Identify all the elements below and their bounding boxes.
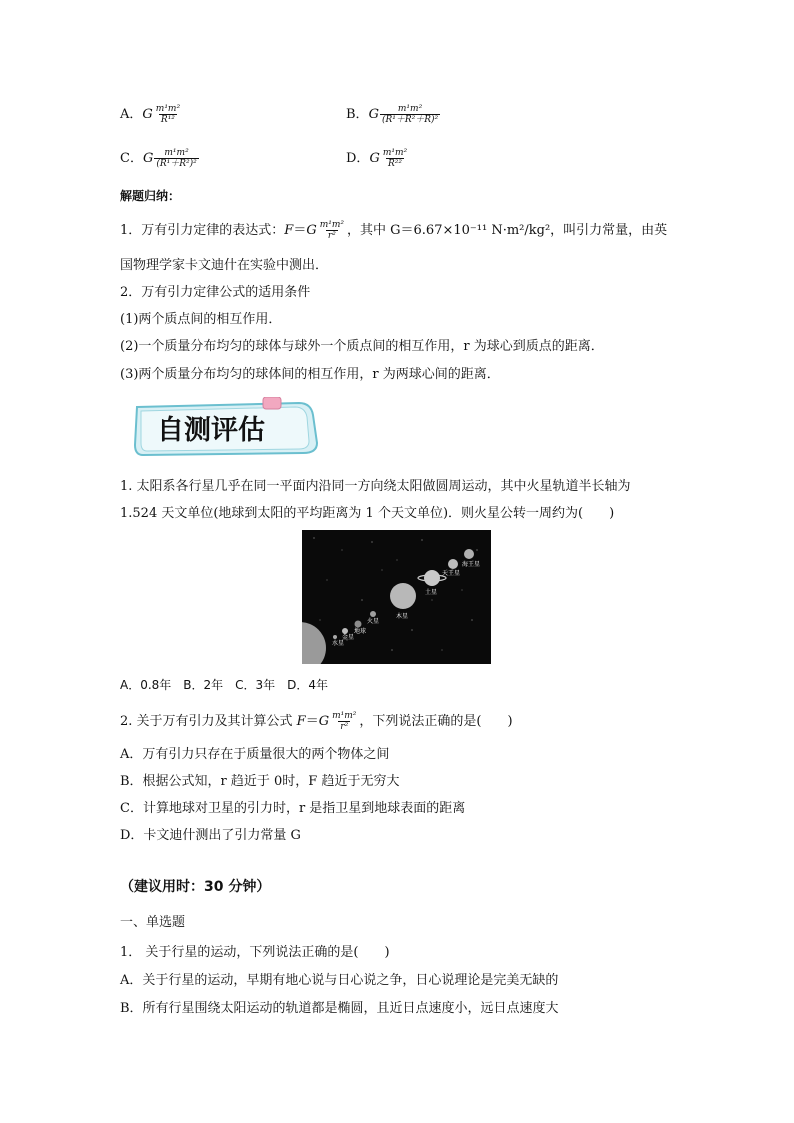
planet-mercury [333, 635, 337, 639]
fraction-denominator: (R¹＋R²＋R)² [381, 115, 439, 125]
option-d [346, 148, 410, 169]
fraction-numerator: m¹m² [382, 148, 408, 158]
q2-stem [120, 711, 513, 732]
q2-option-d: D．卡文迪什测出了引力常量 G [120, 828, 301, 843]
g-symbol: G [368, 107, 379, 122]
summary-line-1 [120, 220, 667, 241]
q1-line-2: 1.524 天文单位(地球到太阳的平均距离为 1 个天文单位)．则火星公转一周约为( ) [120, 506, 615, 521]
fraction [330, 711, 358, 732]
planet-label: 木星 [396, 613, 409, 620]
summary-line-2: 国物理学家卡文迪什在实验中测出． [120, 258, 329, 273]
self-test-banner [131, 397, 321, 457]
planet-label: 金星 [342, 634, 355, 641]
option-c [120, 148, 200, 169]
f-symbol: F [284, 223, 294, 238]
q2-option-a: A．万有引力只存在于质量很大的两个物体之间 [120, 747, 390, 762]
summary-line-3: 2．万有引力定律公式的适用条件 [120, 285, 311, 300]
planet-label: 火星 [367, 618, 380, 625]
fraction [154, 148, 198, 169]
solar-system-image [302, 530, 491, 664]
equals-sign: ＝ [293, 223, 307, 238]
g-symbol: G [142, 151, 154, 166]
planet-label: 海王星 [462, 561, 481, 568]
planet-label: 水星 [332, 640, 345, 647]
fraction-denominator: R¹² [160, 115, 175, 125]
planet-label: 天王星 [442, 570, 461, 577]
fraction-numerator: m¹m² [155, 104, 181, 114]
q1-options: A．0.8年 B．2年 C．3年 D．4年 [120, 678, 329, 692]
fraction-denominator: (R¹＋R²)² [156, 159, 197, 169]
summary-line-6: (3)两个质量分布均匀的球体间的相互作用，r 为两球心间的距离． [120, 367, 500, 382]
section-q1: 1． 关于行星的运动，下列说法正确的是( ) [120, 945, 390, 960]
fraction-numerator: m¹m² [164, 148, 189, 158]
option-a-label: A． [120, 107, 143, 122]
option-b [346, 104, 441, 125]
f-symbol: F [296, 714, 306, 729]
g-symbol: G [369, 151, 380, 166]
planet-label: 地球 [354, 628, 367, 635]
q2-option-b: B．根据公式知，r 趋近于 0时，F 趋近于无穷大 [120, 774, 400, 789]
option-c-label: C． [120, 151, 143, 166]
section-type: 一、单选题 [120, 915, 186, 930]
option-b-label: B． [346, 107, 369, 122]
q2-option-c: C．计算地球对卫星的引力时，r 是指卫星到地球表面的距离 [120, 801, 466, 816]
fraction-denominator: r² [327, 231, 336, 241]
planet-label: 土星 [425, 589, 438, 596]
equals-sign: ＝ [305, 714, 319, 729]
summary-line-5: (2)一个质量分布均匀的球体与球外一个质点间的相互作用，r 为球心到质点的距离． [120, 339, 604, 354]
fraction [381, 148, 409, 169]
fraction [380, 104, 440, 125]
summary-text: 1．万有引力定律的表达式： [120, 223, 285, 238]
summary-line-4: (1)两个质点间的相互作用． [120, 312, 282, 327]
planet-jupiter [390, 583, 416, 609]
fraction [318, 220, 346, 241]
planet-earth [355, 621, 362, 628]
section-q1-option-a: A．关于行星的运动，早期有地心说与日心说之争，日心说理论是完美无缺的 [120, 973, 559, 988]
fraction-numerator: m¹m² [332, 711, 357, 721]
fraction [154, 104, 182, 125]
fraction-numerator: m¹m² [319, 220, 345, 230]
q2-text: ，下列说法正确的是( ) [359, 714, 513, 729]
section-q1-option-b: B．所有行星围绕太阳运动的轨道都是椭圆，且近日点速度小，远日点速度大 [120, 1001, 559, 1016]
suggested-time: （建议用时：30 分钟） [120, 879, 271, 895]
paperclip-icon [263, 397, 281, 409]
summary-text: ，其中 G＝6.67×10⁻¹¹ N·m²/kg²，叫引力常量，由英 [347, 223, 668, 238]
q2-text: 2. 关于万有引力及其计算公式 [120, 714, 297, 729]
planet-uranus [448, 559, 458, 569]
planet-neptune [464, 549, 474, 559]
fraction-denominator: r² [340, 722, 349, 732]
option-d-label: D． [346, 151, 370, 166]
banner-text: 自测评估 [157, 415, 265, 446]
g-symbol: G [142, 107, 153, 122]
fraction-numerator: m¹m² [397, 104, 423, 114]
g-symbol: G [318, 714, 330, 729]
fraction-denominator: R²² [387, 159, 402, 169]
planet-mars [370, 611, 376, 617]
planet-saturn [424, 570, 440, 586]
q1-line-1: 1. 太阳系各行星几乎在同一平面内沿同一方向绕太阳做圆周运动，其中火星轨道半长轴为 [120, 479, 631, 494]
summary-heading: 解题归纳： [120, 189, 181, 203]
option-a [120, 104, 183, 125]
g-symbol: G [306, 223, 317, 238]
